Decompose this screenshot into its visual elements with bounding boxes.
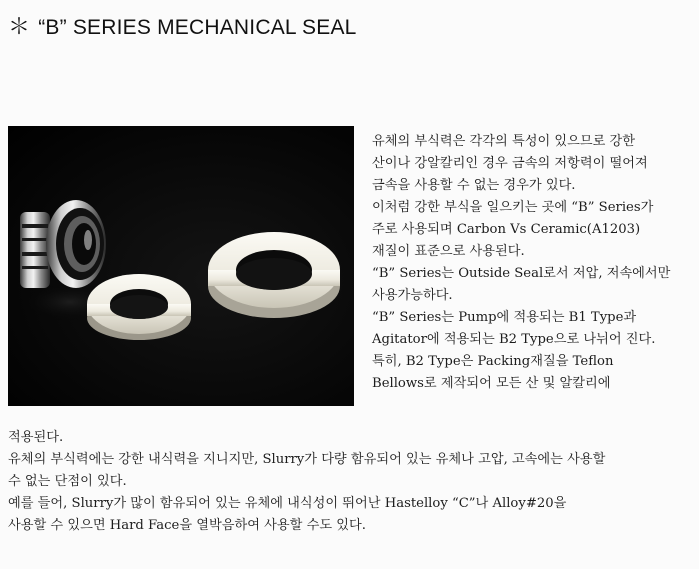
- text-line: 수 없는 단점이 있다.: [8, 474, 127, 489]
- large-ceramic-ring: [208, 232, 340, 318]
- text-line: 금속을 사용할 수 없는 경우가 있다.: [372, 178, 576, 193]
- text-line: 적용된다.: [8, 430, 64, 445]
- mechanical-seal-illustration: [8, 126, 354, 406]
- description-right: [372, 131, 670, 395]
- text-line: 재질이 표준으로 사용된다.: [372, 244, 525, 259]
- text-line: 사용가능하다.: [372, 288, 453, 303]
- text-line: 예를 들어, Slurry가 많이 함유되어 있는 유체에 내식성이 뛰어난 Hastelloy “C”나 Alloy#20을: [8, 496, 567, 511]
- asterisk-icon: ＊: [8, 14, 31, 39]
- title-text: “B” SERIES MECHANICAL SEAL: [38, 16, 357, 39]
- text-line: 특히, B2 Type은 Packing재질을 Teflon: [372, 354, 614, 369]
- text-line: 사용할 수 있으면 Hard Face을 열박음하여 사용할 수도 있다.: [8, 518, 366, 533]
- product-photo: [8, 126, 354, 406]
- text-line: 이처럼 강한 부식을 일으키는 곳에 “B” Series가: [372, 200, 654, 215]
- text-line: Bellows로 제작되어 모든 산 및 알칼리에: [372, 376, 611, 391]
- text-line: 주로 사용되며 Carbon Vs Ceramic(A1203): [372, 222, 641, 237]
- text-line: 산이나 강알칼리인 경우 금속의 저항력이 떨어져: [372, 156, 648, 171]
- page-title: [8, 10, 357, 41]
- text-line: Agitator에 적용되는 B2 Type으로 나뉘어 진다.: [372, 332, 656, 347]
- text-line: “B” Series는 Outside Seal로서 저압, 저속에서만: [372, 266, 671, 281]
- small-ceramic-ring: [87, 274, 191, 340]
- text-line: 유체의 부식력은 각각의 특성이 있으므로 강한: [372, 134, 636, 149]
- text-line: 유체의 부식력에는 강한 내식력을 지니지만, Slurry가 다량 함유되어 있는 유체나 고압, 고속에는 사용할: [8, 452, 606, 467]
- text-line: “B” Series는 Pump에 적용되는 B1 Type과: [372, 310, 637, 325]
- description-bottom: [8, 427, 605, 537]
